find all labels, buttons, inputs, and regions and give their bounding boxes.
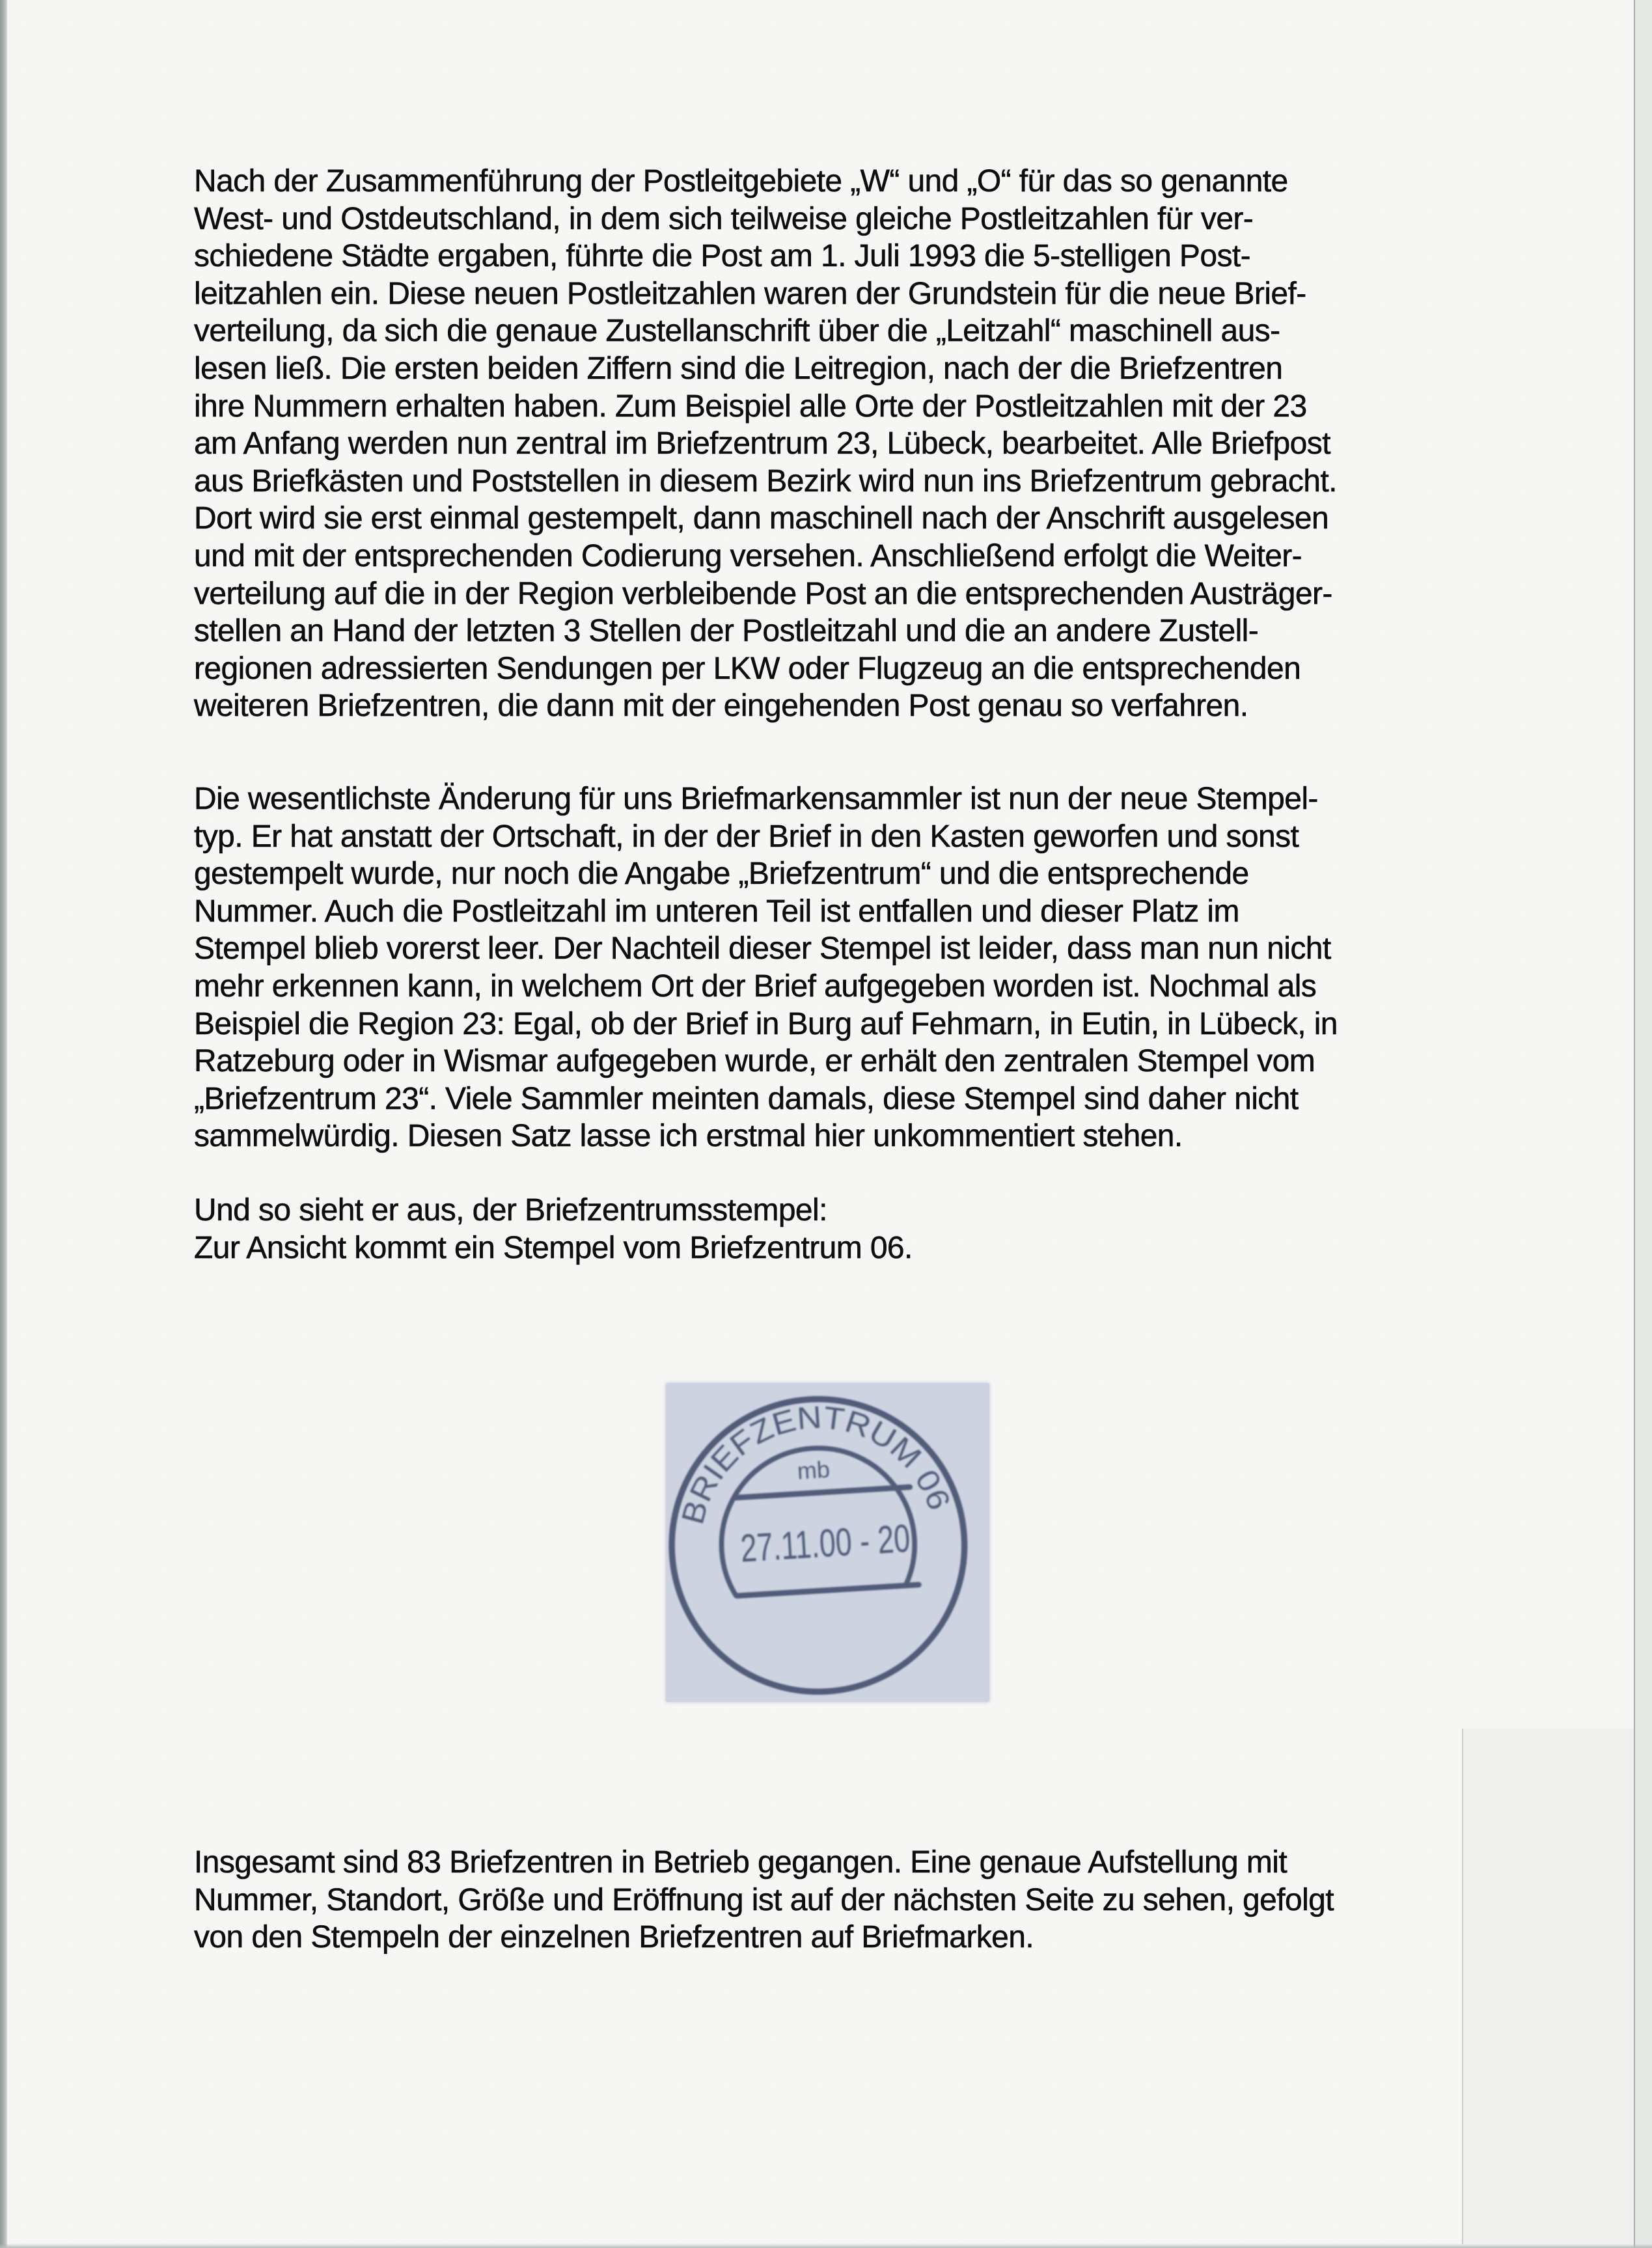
text-line: Stempel blieb vorerst leer. Der Nachteil dieser Stempel ist leider, dass man nun nicht [194, 931, 1331, 966]
paragraph-stamp-intro [194, 1192, 913, 1267]
text-line: West- und Ostdeutschland, in dem sich teilweise gleiche Postleitzahlen für ver- [194, 201, 1254, 236]
text-line: stellen an Hand der letzten 3 Stellen der Postleitzahl und die an andere Zustell- [194, 614, 1259, 649]
text-line: verteilung auf die in der Region verbleibende Post an die entsprechenden Austräger- [194, 576, 1332, 611]
text-line: Und so sieht er aus, der Briefzentrumsstempel: [194, 1193, 827, 1227]
text-line: leitzahlen ein. Diese neuen Postleitzahlen waren der Grundstein für die neue Brief- [194, 276, 1306, 311]
text-line: von den Stempeln der einzelnen Briefzentren auf Briefmarken. [194, 1920, 1034, 1955]
text-line: aus Briefkästen und Poststellen in diesem Bezirk wird nun ins Briefzentrum gebracht. [194, 463, 1337, 499]
text-line: am Anfang werden nun zentral im Briefzentrum 23, Lübeck, bearbeitet. Alle Briefpost [194, 426, 1330, 461]
text-line: Beispiel die Region 23: Egal, ob der Brief in Burg auf Fehmarn, in Eutin, in Lübeck, in [194, 1006, 1338, 1041]
stamp-arc-label: BRIEFZENTRUM 06 [675, 1399, 957, 1528]
text-line: und mit der entsprechenden Codierung versehen. Anschließend erfolgt die Weiter- [194, 538, 1302, 573]
text-line: Insgesamt sind 83 Briefzentren in Betrieb gegangen. Eine genaue Aufstellung mit [194, 1845, 1287, 1880]
stamp-date: 27.11.00 - 20 [739, 1512, 972, 1570]
text-line: weiteren Briefzentren, die dann mit der eingehenden Post genau so verfahren. [194, 689, 1248, 724]
stamp-paper-square [666, 1383, 989, 1702]
text-line: regionen adressierten Sendungen per LKW oder Flugzeug an die entsprechenden [194, 651, 1301, 686]
text-line: schiedene Städte ergaben, führte die Post am 1. Juli 1993 die 5-stelligen Post- [194, 239, 1250, 274]
text-line: verteilung, da sich die genaue Zustellanschrift über die „Leitzahl“ maschinell aus- [194, 314, 1280, 349]
text-line: Ratzeburg oder in Wismar aufgegeben wurde, er erhält den zentralen Stempel vom [194, 1044, 1315, 1079]
paragraph-summary [194, 1844, 1334, 1956]
text-line: Nummer. Auch die Postleitzahl im unteren Teil ist entfallen und dieser Platz im [194, 894, 1239, 929]
text-line: Dort wird sie erst einmal gestempelt, dann maschinell nach der Anschrift ausgelesen [194, 501, 1329, 536]
page-right-edge [1634, 0, 1652, 2248]
stamp-bridge-bottom-line [737, 1585, 918, 1596]
text-line: Nach der Zusammenführung der Postleitgebiete „W“ und „O“ für das so genannte [194, 164, 1288, 199]
postmark-stamp [666, 1390, 973, 1700]
stamp-bridge-top-line [735, 1487, 910, 1498]
text-line: Die wesentlichste Änderung für uns Briefmarkensammler ist nun der neue Stempel- [194, 782, 1318, 816]
stamp-code: mb [796, 1455, 831, 1485]
scanner-left-edge [0, 0, 7, 2248]
text-line: ihre Nummern erhalten haben. Zum Beispiel alle Orte der Postleitzahlen mit der 23 [194, 389, 1307, 424]
postmark-image [666, 1383, 989, 1702]
scanner-bottom-edge [0, 2243, 1652, 2248]
paragraph-stamp-type [194, 780, 1338, 1155]
text-line: lesen ließ. Die ersten beiden Ziffern sind die Leitregion, nach der die Briefzentren [194, 351, 1283, 386]
text-line: sammelwürdig. Diesen Satz lasse ich erstmal hier unkommentiert stehen. [194, 1119, 1183, 1154]
text-line: gestempelt wurde, nur noch die Angabe „Briefzentrum“ und die entsprechende [194, 857, 1249, 892]
page-crease-edge [1462, 1729, 1635, 2244]
text-line: „Briefzentrum 23“. Viele Sammler meinten damals, diese Stempel sind daher nicht [194, 1081, 1299, 1116]
stamp-bridge [732, 1487, 972, 1596]
text-line: typ. Er hat anstatt der Ortschaft, in der der Brief in den Kasten geworfen und sonst [194, 819, 1299, 854]
text-line: mehr erkennen kann, in welchem Ort der Brief aufgegeben worden ist. Nochmal als [194, 968, 1317, 1004]
text-line: Zur Ansicht kommt ein Stempel vom Briefzentrum 06. [194, 1230, 913, 1265]
text-line: Nummer, Standort, Größe und Eröffnung ist auf der nächsten Seite zu sehen, gefolgt [194, 1882, 1334, 1917]
paragraph-intro [194, 163, 1337, 725]
